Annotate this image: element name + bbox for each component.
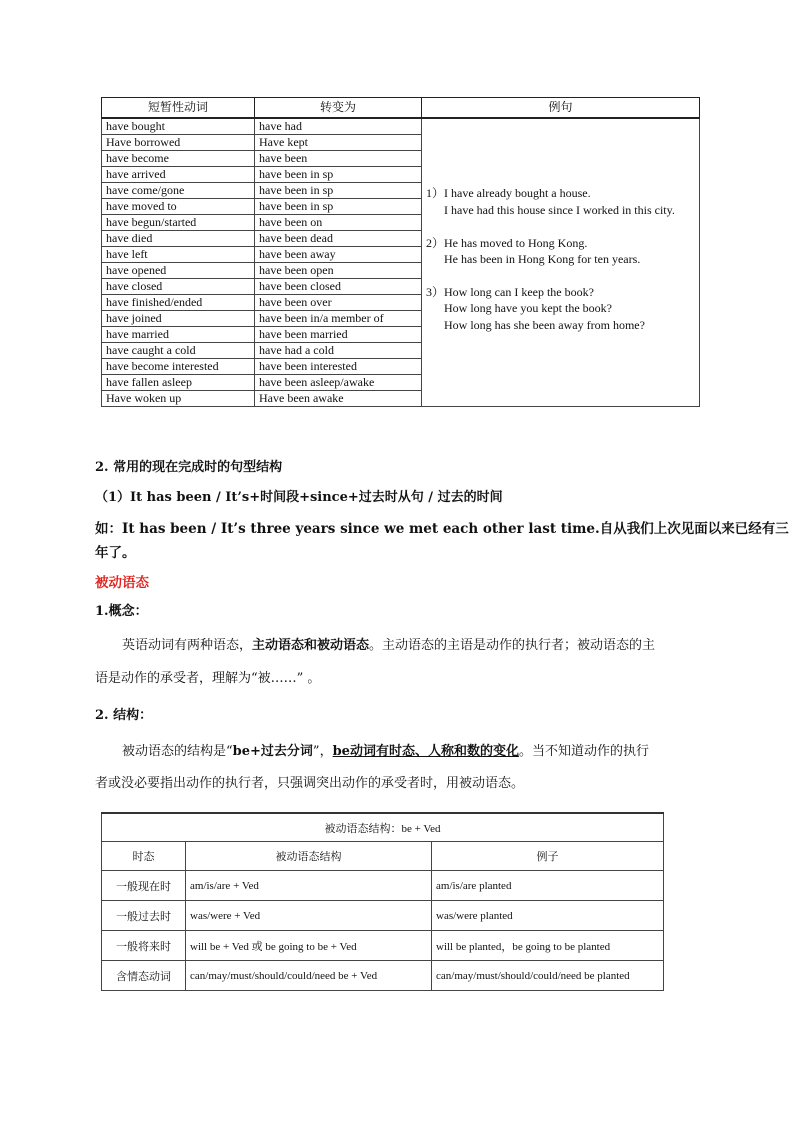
section-heading: 2. 常用的现在完成时的句型结构	[95, 460, 283, 475]
table-caption: 被动语态结构：be + Ved	[102, 813, 664, 842]
example-line: How long have you kept the book?	[444, 301, 612, 315]
table-cell: have died	[102, 231, 255, 247]
emphasis-text: 主动语态和被动语态	[252, 638, 370, 653]
table-cell: have left	[102, 247, 255, 263]
table-cell: Have kept	[255, 135, 422, 151]
examples-cell	[422, 118, 700, 407]
text-run: ”，	[312, 744, 333, 759]
example-line: He has been in Hong Kong for ten years.	[444, 252, 641, 266]
table-cell: have been in/a member of	[255, 311, 422, 327]
table-row	[102, 901, 664, 931]
table-cell: have been married	[255, 327, 422, 343]
table-cell: have opened	[102, 263, 255, 279]
table-cell: have had a cold	[255, 343, 422, 359]
structure-heading: 2. 结构：	[95, 708, 153, 723]
concept-paragraph-line1	[122, 634, 655, 653]
table-cell: have become interested	[102, 359, 255, 375]
table-cell: was/were planted	[432, 901, 664, 931]
table-cell: have finished/ended	[102, 295, 255, 311]
header-cell: 时态	[102, 842, 186, 871]
table-cell: 一般现在时	[102, 871, 186, 901]
table-cell: will be + Ved 或 be going to be + Ved	[186, 931, 432, 961]
concept-heading: 1.概念：	[95, 604, 148, 619]
pattern-line: （1）It has been / It’s+时间段+since+过去时从句 / 过去的时间	[95, 490, 503, 505]
table-cell: have been open	[255, 263, 422, 279]
table-cell: have become	[102, 151, 255, 167]
table-cell: Have woken up	[102, 391, 255, 407]
table-cell: have bought	[102, 118, 255, 135]
table-row	[102, 118, 700, 135]
example-sentence: 如：It has been / It’s three years since we met each other last time.自从我们上次见面以来已经有三	[95, 521, 789, 537]
example-sentence-cont: 年了。	[95, 545, 136, 561]
table-cell: can/may/must/should/could/need be planted	[432, 961, 664, 991]
table-cell: Have borrowed	[102, 135, 255, 151]
table-cell: have caught a cold	[102, 343, 255, 359]
table-cell: have come/gone	[102, 183, 255, 199]
header-cell: 例子	[432, 842, 664, 871]
table-cell: have been in sp	[255, 183, 422, 199]
table-cell: have been away	[255, 247, 422, 263]
table-cell: have been asleep/awake	[255, 375, 422, 391]
text-run: 英语动词有两种语态，	[122, 638, 253, 653]
table-cell: 一般过去时	[102, 901, 186, 931]
text-run: 被动语态的结构是“	[122, 744, 233, 759]
table-cell: Have been awake	[255, 391, 422, 407]
passive-structure-table	[101, 812, 664, 991]
table-cell: 含情态动词	[102, 961, 186, 991]
text-run: 。主动语态的主语是动作的执行者；被动语态的主	[369, 638, 656, 653]
table-cell: will be planted，be going to be planted	[432, 931, 664, 961]
table-cell: have been dead	[255, 231, 422, 247]
table-cell: 一般将来时	[102, 931, 186, 961]
table-cell: have begun/started	[102, 215, 255, 231]
table-cell: have fallen asleep	[102, 375, 255, 391]
concept-paragraph-line2: 语是动作的承受者，理解为“被……” 。	[95, 671, 321, 686]
table-cell: can/may/must/should/could/need be + Ved	[186, 961, 432, 991]
structure-paragraph-line2: 者或没必要指出动作的执行者，只强调突出动作的承受者时，用被动语态。	[95, 776, 525, 791]
table-cell: have been in sp	[255, 199, 422, 215]
table-cell: have been	[255, 151, 422, 167]
example-line: How long has she been away from home?	[444, 318, 645, 332]
table-cell: have joined	[102, 311, 255, 327]
table-cell: have arrived	[102, 167, 255, 183]
header-cell: 短暂性动词	[102, 98, 255, 119]
passive-voice-title: 被动语态	[95, 575, 149, 591]
table-cell: was/were + Ved	[186, 901, 432, 931]
header-cell: 例句	[422, 98, 700, 119]
structure-paragraph-line1	[122, 740, 649, 759]
table-cell: have married	[102, 327, 255, 343]
table-row	[102, 931, 664, 961]
table-cell: have closed	[102, 279, 255, 295]
table-cell: have moved to	[102, 199, 255, 215]
table-row	[102, 871, 664, 901]
verb-conversion-table	[101, 97, 700, 407]
table-cell: have had	[255, 118, 422, 135]
header-cell: 被动语态结构	[186, 842, 432, 871]
table-caption-row	[102, 813, 664, 842]
table-cell: have been in sp	[255, 167, 422, 183]
underlined-emphasis: be动词有时态、人称和数的变化	[332, 744, 519, 759]
table-header-row	[102, 842, 664, 871]
example-line: I have had this house since I worked in this city.	[444, 203, 675, 217]
table-header-row	[102, 98, 700, 119]
example-line: 3）How long can I keep the book?	[426, 285, 594, 299]
header-cell: 转变为	[255, 98, 422, 119]
table-cell: have been interested	[255, 359, 422, 375]
table-row	[102, 961, 664, 991]
example-line: 2）He has moved to Hong Kong.	[426, 236, 588, 250]
text-run: 。当不知道动作的执行	[518, 744, 649, 759]
table-cell: have been over	[255, 295, 422, 311]
emphasis-text: be+过去分词	[232, 744, 313, 759]
table-cell: am/is/are + Ved	[186, 871, 432, 901]
table-cell: am/is/are planted	[432, 871, 664, 901]
table-cell: have been closed	[255, 279, 422, 295]
table-cell: have been on	[255, 215, 422, 231]
example-line: 1）I have already bought a house.	[426, 186, 591, 200]
